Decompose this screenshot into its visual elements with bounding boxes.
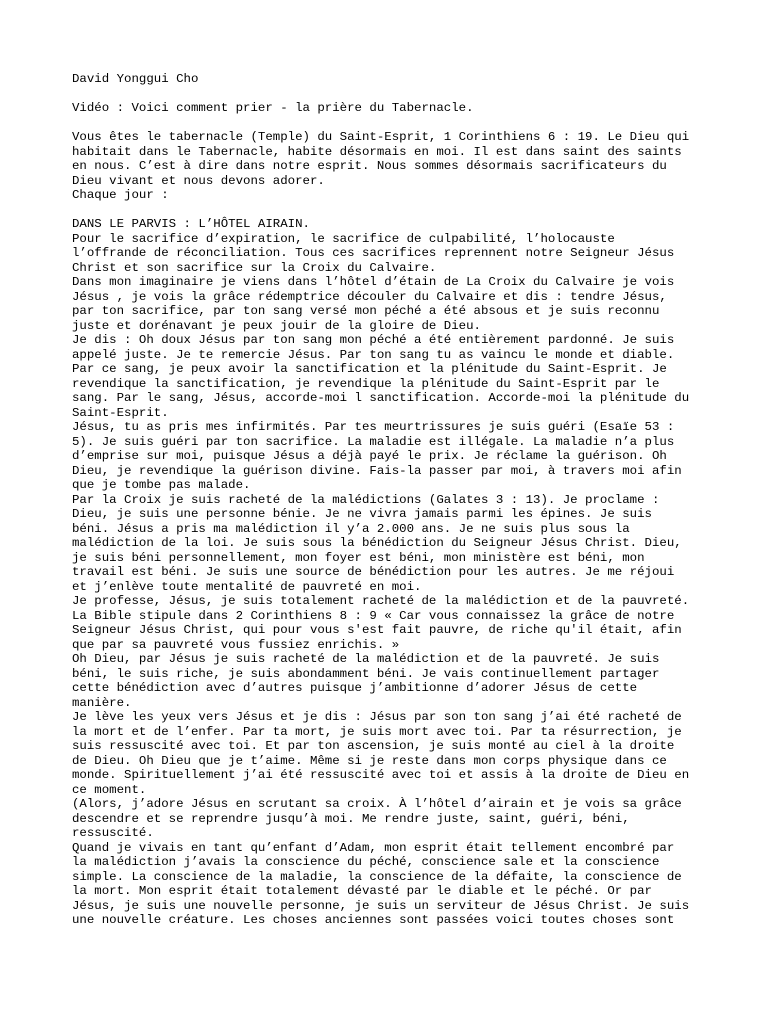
text-line: béni. Jésus a pris ma malédiction il y’a 2.000 ans. Je ne suis plus sous la	[72, 521, 630, 536]
text-line: descendre et se reprendre jusqu’à moi. Me rendre juste, saint, guéri, béni,	[72, 811, 630, 826]
text-line: revendique la sanctification, je revendique la plénitude du Saint-Esprit par le	[72, 376, 660, 391]
section-heading-line: DANS LE PARVIS : L’HÔTEL AIRAIN.	[72, 217, 310, 231]
text-line: Christ et son sacrifice sur la Croix du Calvaire.	[72, 260, 437, 275]
text-line: monde. Spirituellement j’ai été ressuscité avec toi et assis à la droite de Dieu en	[72, 768, 690, 782]
text-line: Dieu vivant et nous devons adorer.	[72, 173, 325, 188]
text-line: que je tombe pas malade.	[72, 478, 251, 492]
text-line: Je professe, Jésus, je suis totalement racheté de la malédiction et de la pauvreté.	[72, 594, 690, 608]
text-line: Pour le sacrifice d’expiration, le sacrifice de culpabilité, l’holocauste	[72, 231, 615, 246]
text-line: juste et dorénavant je peux jouir de la gloire de Dieu.	[72, 318, 481, 333]
document-body	[72, 72, 702, 928]
text-line: suis ressuscité avec toi. Et par ton ascension, je suis monté au ciel à la droite	[72, 739, 675, 753]
text-line: Dans mon imaginaire je viens dans l’hôtel d’étain de La Croix du Calvaire je vois	[72, 275, 675, 289]
author-line: David Yonggui Cho	[72, 72, 199, 86]
text-line: l’offrande de réconciliation. Tous ces sacrifices reprennent notre Seigneur Jésus	[72, 246, 675, 260]
text-line: Quand je vivais en tant qu’enfant d’Adam, mon esprit était tellement encombré par	[72, 840, 675, 855]
text-line: Par ce sang, je peux avoir la sanctification et la plénitude du Saint-Esprit. Je	[72, 362, 667, 376]
text-line: la mort. Mon esprit était totalement dévasté par le diable et le péché. Or par	[72, 884, 652, 898]
text-line: je suis béni personnellement, mon foyer est béni, mon ministère est béni, mon	[72, 550, 645, 565]
text-line: La Bible stipule dans 2 Corinthiens 8 : 9 « Car vous connaissez la grâce de notre	[72, 608, 675, 623]
text-line: la mort et de l’enfer. Par ta mort, je suis mort avec toi. Par ta résurrection, je	[72, 724, 682, 739]
text-line: Vous êtes le tabernacle (Temple) du Saint-Esprit, 1 Corinthiens 6 : 19. Le Dieu qui	[72, 130, 690, 144]
text-line: par ton sacrifice, par ton sang versé mon péché a été absous et je suis reconnu	[72, 304, 660, 318]
text-line: cette bénédiction avec d’autres puisque j’ambitionne d’adorer Jésus de cette	[72, 681, 638, 695]
text-line: de Dieu. Oh Dieu que je t’aime. Même si je reste dans mon corps physique dans ce	[72, 753, 667, 768]
blank-line	[72, 87, 702, 102]
text-line: Par la Croix je suis racheté de la malédictions (Galates 3 : 13). Je proclame :	[72, 492, 660, 507]
text-line: Je lève les yeux vers Jésus et je dis : Jésus par son ton sang j’ai été racheté de	[72, 710, 682, 724]
text-line: malédiction de la loi. Je suis sous la bénédiction du Seigneur Jésus Christ. Dieu,	[72, 536, 682, 550]
text-line: que par sa pauvreté vous fussiez enrichis. »	[72, 637, 400, 652]
text-line: et j’enlève toute mentalité de pauvreté en moi.	[72, 579, 422, 594]
video-title-line: Vidéo : Voici comment prier - la prière du Tabernacle.	[72, 101, 474, 115]
text-line: la malédiction j’avais la conscience du péché, conscience sale et la conscience	[72, 855, 660, 869]
text-line: Chaque jour :	[72, 188, 169, 202]
text-line: Oh Dieu, par Jésus je suis racheté de la malédiction et de la pauvreté. Je suis	[72, 652, 660, 666]
text-line: Saint-Esprit.	[72, 405, 169, 420]
text-line: Seigneur Jésus Christ, qui pour vous s'est fait pauvre, de riche qu'il était, afin	[72, 623, 682, 637]
text-line: d’emprise sur moi, puisque Jésus a déjà payé le prix. Je réclame la guérison. Oh	[72, 449, 667, 463]
text-line: béni, le suis riche, je suis abondamment béni. Je vais continuellement partager	[72, 666, 660, 681]
text-line: travail est béni. Je suis une source de bénédiction pour les autres. Je me réjoui	[72, 565, 675, 579]
blank-line	[72, 116, 702, 131]
text-line: en nous. C’est à dire dans notre esprit. Nous sommes désormais sacrificateurs du	[72, 159, 667, 173]
text-line: Dieu, je revendique la guérison divine. Fais-la passer par moi, à travers moi afin	[72, 463, 682, 478]
text-line: Jésus, je suis une nouvelle personne, je suis un serviteur de Jésus Christ. Je suis	[72, 898, 690, 913]
blank-line	[72, 203, 702, 218]
text-line: ressuscité.	[72, 826, 154, 840]
text-line: (Alors, j’adore Jésus en scrutant sa croix. À l’hôtel d’airain et je vois sa grâce	[72, 797, 682, 811]
text-line: Jésus, tu as pris mes infirmités. Par tes meurtrissures je suis guéri (Esaïe 53 :	[72, 420, 675, 434]
text-line: Jésus , je vois la grâce rédemptrice découler du Calvaire et dis : tendre Jésus,	[72, 289, 667, 304]
text-line: une nouvelle créature. Les choses anciennes sont passées voici toutes choses sont	[72, 913, 675, 927]
text-line: simple. La conscience de la maladie, la conscience de la défaite, la conscience de	[72, 869, 682, 884]
text-line: appelé juste. Je te remercie Jésus. Par ton sang tu as vaincu le monde et diable.	[72, 347, 675, 362]
text-line: Je dis : Oh doux Jésus par ton sang mon péché a été entièrement pardonné. Je suis	[72, 333, 675, 347]
text-line: manière.	[72, 695, 132, 710]
text-line: ce moment.	[72, 782, 147, 797]
text-line: sang. Par le sang, Jésus, accorde-moi l sanctification. Accorde-moi la plénitude du	[72, 391, 690, 405]
text-line: habitait dans le Tabernacle, habite désormais en moi. Il est dans saint des saints	[72, 144, 682, 159]
text-line: 5). Je suis guéri par ton sacrifice. La maladie est illégale. La maladie n’a plus	[72, 434, 675, 449]
text-line: Dieu, je suis une personne bénie. Je ne vivra jamais parmi les épines. Je suis	[72, 507, 652, 521]
